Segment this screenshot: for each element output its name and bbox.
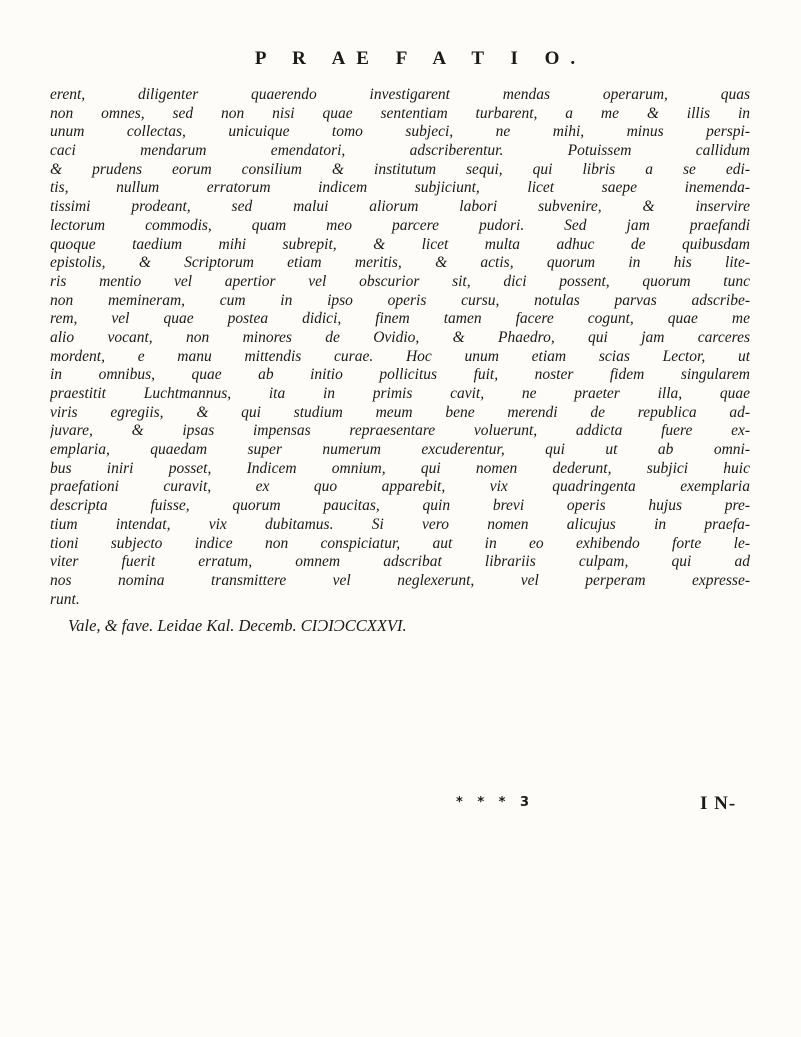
text-line: praefationi curavit, ex quo apparebit, vix quadringenta exemplaria	[50, 478, 750, 496]
text-line: viris egregiis, & qui studium meum bene merendi de republica ad-	[50, 403, 750, 421]
text-line: rem, vel quae postea didici, finem tamen facere cogunt, quae me	[50, 310, 750, 328]
closing-line: Vale, & fave. Leidae Kal. Decemb. CIƆIƆCCXXVI.	[68, 616, 407, 636]
text-line: in omnibus, quae ab initio pollicitus fuit, noster fidem singularem	[50, 366, 750, 384]
text-line: tioni subjecto indice non conspiciatur, aut in eo exhibendo forte le-	[50, 534, 750, 552]
text-line: lectorum commodis, quam meo parcere pudori. Sed jam praefandi	[50, 216, 750, 234]
text-line: juvare, & ipsas impensas repraesentare voluerunt, addicta fuere ex-	[50, 422, 750, 440]
text-line: tium intendat, vix dubitamus. Si vero nomen alicujus in praefa-	[50, 515, 750, 533]
text-line: runt.	[50, 590, 80, 608]
text-line: caci mendarum emendatori, adscriberentur. Potuissem callidum	[50, 142, 750, 160]
text-line: erent, diligenter quaerendo investigarent mendas operarum, quas	[50, 86, 750, 103]
text-line: bus iniri posset, Indicem omnium, qui nomen dederunt, subjici huic	[50, 459, 750, 477]
text-line: non memineram, cum in ipso operis cursu, notulas parvas adscribe-	[50, 291, 750, 309]
text-line: nos nomina transmittere vel neglexerunt, vel perperam expresse-	[50, 571, 750, 589]
text-line: & prudens eorum consilium & institutum sequi, qui libris a se edi-	[50, 160, 750, 178]
text-line: unum collectas, unicuique tomo subjeci, ne mihi, minus perspi-	[50, 123, 750, 141]
text-line: quoque taedium mihi subrepit, & licet multa adhuc de quibusdam	[50, 235, 750, 253]
text-line: epistolis, & Scriptorum etiam meritis, & actis, quorum in his lite-	[50, 254, 750, 272]
text-line: alio vocant, non minores de Ovidio, & Phaedro, qui jam carceres	[50, 328, 750, 346]
text-line: viter fuerit erratum, omnem adscribat librariis culpam, qui ad	[50, 553, 750, 571]
text-line: emplaria, quaedam super numerum excuderentur, qui ut ab omni-	[50, 441, 750, 459]
body-text	[50, 86, 750, 637]
catchword: I N-	[700, 793, 737, 814]
text-line: descripta fuisse, quorum paucitas, quin brevi operis hujus pre-	[50, 497, 750, 515]
text-line: ris mentio vel apertior vel obscurior sit, dici possent, quorum tunc	[50, 272, 750, 290]
running-head: P R AE F A T I O.	[254, 48, 587, 69]
text-line: mordent, e manu mittendis curae. Hoc unum etiam scias Lector, ut	[50, 347, 750, 365]
signature-mark: * * * 3	[456, 795, 535, 810]
text-line: non omnes, sed non nisi quae sententiam turbarent, a me & illis in	[50, 104, 750, 122]
text-line: praestitit Luchtmannus, ita in primis cavit, ne praeter illa, quae	[50, 385, 750, 402]
text-line: tissimi prodeant, sed malui aliorum labori subvenire, & inservire	[50, 198, 750, 216]
text-line: tis, nullum erratorum indicem subjiciunt, licet saepe inemenda-	[50, 179, 750, 197]
